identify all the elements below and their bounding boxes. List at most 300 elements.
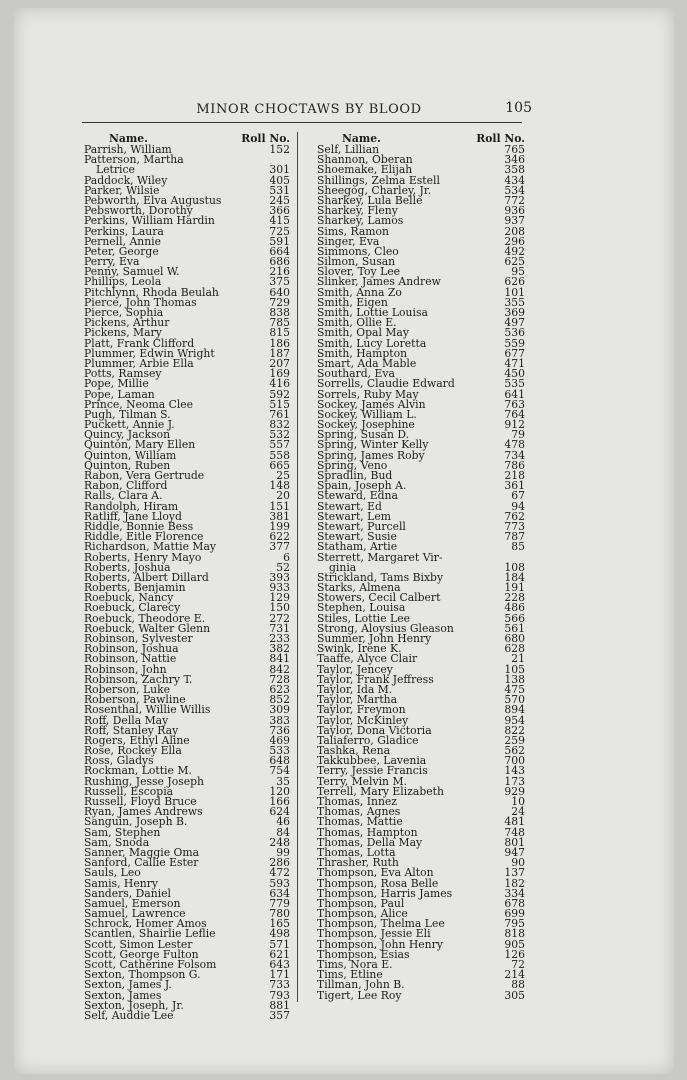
entry-name: Pitchlynn, Rhoda Beulah — [84, 285, 219, 299]
entry-name: Smith, Anna Zo — [317, 285, 402, 299]
roll-number: 35 — [276, 774, 290, 788]
roll-number: 773 — [504, 519, 525, 533]
roll-number: 566 — [504, 611, 525, 625]
entry-name: Quinton, Ruben — [84, 458, 171, 472]
entry-list — [317, 145, 525, 1001]
roll-number: 497 — [504, 316, 525, 330]
roll-number: 852 — [269, 693, 290, 707]
roll-number: 173 — [504, 774, 525, 788]
roll-number: 361 — [504, 479, 525, 493]
roll-number: 20 — [276, 489, 290, 503]
entry-name: Shannon, Oberan — [317, 153, 413, 167]
roll-number: 536 — [504, 326, 525, 340]
entry-name: Taylor, Dona Victoria — [317, 723, 432, 737]
roll-number: 79 — [511, 428, 525, 442]
roll-number: 665 — [269, 458, 290, 472]
entry-name: Stewart, Lem — [317, 509, 391, 523]
entry-name: Roberts, Henry Mayo — [84, 550, 202, 564]
roll-number: 358 — [504, 163, 525, 177]
roll-number: 94 — [511, 499, 525, 513]
entry-name: Rushing, Jesse Joseph — [84, 774, 205, 788]
entry-name: Statham, Artie — [317, 540, 398, 554]
page-title: MINOR CHOCTAWS BY BLOOD — [196, 102, 422, 117]
entry-name: Perkins, Laura — [84, 224, 164, 238]
entry-name: Pebsworth, Dorothy — [84, 204, 193, 218]
roll-number: 593 — [269, 876, 290, 890]
roll-number: 355 — [504, 295, 525, 309]
roll-number: 700 — [504, 754, 525, 768]
entry-name: Ryan, James Andrews — [84, 805, 203, 819]
entry-name: Taylor, Frank Jeffress — [317, 672, 434, 686]
entry-name: Southard, Eva — [317, 367, 395, 381]
entry-name: Spring, Winter Kelly — [317, 438, 429, 452]
entry-name: Spain, Joseph A. — [317, 479, 407, 493]
entry-name: Thompson, Jessie Eli — [317, 927, 431, 941]
entry-name: Sockey, James Alvin — [317, 397, 426, 411]
roll-number: 533 — [269, 744, 290, 758]
roll-number: 728 — [269, 672, 290, 686]
roll-number: 954 — [504, 713, 525, 727]
entry-name: Tigert, Lee Roy — [317, 988, 402, 1002]
roll-number: 150 — [269, 601, 290, 615]
entry-name: Plummer, Edwin Wright — [84, 346, 215, 360]
entry-name: Smith, Eigen — [317, 295, 388, 309]
entry-name: Scott, Catherine Folsom — [84, 958, 217, 971]
roll-number: 165 — [269, 917, 290, 931]
roll-number: 143 — [504, 764, 525, 778]
roll-number: 822 — [504, 723, 525, 737]
roll-number: 947 — [504, 845, 525, 859]
entry-name: Terry, Jessie Francis — [317, 764, 428, 778]
roll-number: 725 — [269, 224, 290, 238]
entry-name: Thomas, Della May — [317, 835, 423, 849]
entry-name: Patterson, Martha — [84, 153, 184, 167]
roll-number: 531 — [269, 183, 290, 197]
entry-name: Puckett, Annie J. — [84, 418, 175, 432]
roll-number: 383 — [269, 713, 290, 727]
entry-name: Paddock, Wiley — [84, 173, 168, 187]
entry-name: Parker, Wilsie — [84, 183, 160, 197]
entry-name: Scott, George Fulton — [84, 947, 199, 961]
entry-name: Sanford, Callie Ester — [84, 856, 199, 870]
entry-name: Smith, Ollie E. — [317, 316, 397, 330]
column-divider — [297, 132, 298, 1002]
entry-name: Stewart, Susie — [317, 530, 397, 544]
left-column — [84, 134, 290, 1021]
entry-name: Pickens, Arthur — [84, 316, 170, 330]
roll-number: 478 — [504, 438, 525, 452]
entry-name: Tims, Nora E. — [317, 958, 393, 971]
roll-number: 571 — [269, 937, 290, 951]
entry-name: Sexton, James J. — [84, 978, 172, 992]
entry-name: Schrock, Homer Amos — [84, 917, 207, 931]
roll-number: 152 — [269, 143, 290, 156]
roll-number: 137 — [504, 866, 525, 880]
roll-number: 680 — [504, 632, 525, 645]
roll-number: 305 — [504, 988, 525, 1002]
entry-name: Sockey, William L. — [317, 407, 417, 421]
entry-name: Phillips, Leola — [84, 275, 162, 289]
entry-name: Quincy, Jackson — [84, 428, 171, 442]
entry-name: Spring, Veno — [317, 458, 388, 472]
entry-name: Quinton, Mary Ellen — [84, 438, 196, 452]
entry-name: Smith, Lucy Loretta — [317, 336, 427, 350]
roll-number: 559 — [504, 336, 525, 350]
roll-number: 187 — [269, 346, 290, 360]
roll-number: 6 — [283, 550, 290, 564]
roll-number: 469 — [269, 733, 290, 747]
entry-name: Sam, Snoda — [84, 835, 150, 849]
roll-number: 748 — [504, 825, 525, 839]
entry-name: Sexton, James — [84, 988, 162, 1002]
roll-number: 643 — [269, 958, 290, 971]
roll-number: 24 — [511, 805, 525, 819]
roll-number: 772 — [504, 193, 525, 207]
name-header: Name. — [109, 132, 148, 145]
roll-number: 570 — [504, 693, 525, 707]
roll-number: 46 — [276, 815, 290, 829]
roll-number: 832 — [269, 418, 290, 432]
entry-name: Roebuck, Nancy — [84, 591, 174, 605]
roll-number: 786 — [504, 458, 525, 472]
roll-number: 228 — [504, 591, 525, 605]
entry-list — [84, 145, 290, 1021]
entry-row — [317, 988, 525, 1002]
entry-name: Letrice — [96, 163, 135, 177]
entry-name: Pope, Laman — [84, 387, 155, 401]
roll-number: 624 — [269, 805, 290, 819]
entry-name: Potts, Ramsey — [84, 367, 162, 381]
roll-number: 182 — [504, 876, 525, 890]
entry-name: Samuel, Emerson — [84, 896, 181, 910]
entry-name: Rabon, Vera Gertrude — [84, 469, 205, 482]
entry-name: Robinson, Joshua — [84, 642, 179, 656]
roll-number: 184 — [504, 570, 525, 584]
roll-number: 664 — [269, 244, 290, 258]
entry-name: Sorrells, Claudie Edward — [317, 377, 455, 391]
entry-name: Robinson, John — [84, 662, 167, 676]
roll-number: 558 — [269, 448, 290, 462]
entry-name: Taylor, McKinley — [317, 713, 409, 727]
entry-name: Roberts, Benjamin — [84, 581, 186, 595]
roll-number: 105 — [504, 662, 525, 676]
entry-name: Quinton, William — [84, 448, 177, 462]
entry-name: Scantlen, Shairlie Leflie — [84, 927, 216, 941]
entry-name: Peter, George — [84, 244, 159, 258]
roll-number: 929 — [504, 784, 525, 798]
roll-number: 733 — [269, 978, 290, 992]
entry-name: Sexton, Joseph, Jr. — [84, 998, 184, 1012]
roll-number: 95 — [511, 265, 525, 279]
roll-number: 754 — [269, 764, 290, 778]
roll-number: 248 — [269, 835, 290, 849]
entry-name: Penny, Samuel W. — [84, 265, 180, 279]
roll-number: 780 — [269, 907, 290, 921]
roll-number: 626 — [504, 275, 525, 289]
roll-number: 793 — [269, 988, 290, 1002]
entry-name: Roff, Stanley Ray — [84, 723, 179, 737]
entry-name: Ralls, Clara A. — [84, 489, 163, 503]
entry-name: Taliaferro, Gladice — [317, 733, 419, 747]
roll-number: 301 — [269, 163, 290, 177]
roll-number: 486 — [504, 601, 525, 615]
entry-name: Robinson, Zachry T. — [84, 672, 193, 686]
roll-number: 129 — [269, 591, 290, 605]
roll-number: 912 — [504, 418, 525, 432]
entry-name: Pickens, Mary — [84, 326, 162, 340]
roll-number: 148 — [269, 479, 290, 493]
roll-number: 84 — [276, 825, 290, 839]
entry-name: Pierce, Sophia — [84, 306, 164, 319]
roll-number: 621 — [269, 947, 290, 961]
roll-number: 233 — [269, 632, 290, 645]
document-page — [14, 8, 674, 1074]
entry-name: Stephen, Louisa — [317, 601, 406, 615]
entry-name: Summer, John Henry — [317, 632, 432, 645]
entry-name: Takkubbee, Lavenia — [317, 754, 427, 768]
roll-number: 729 — [269, 295, 290, 309]
roll-number: 678 — [504, 896, 525, 910]
entry-row — [84, 1008, 290, 1022]
roll-number: 532 — [269, 428, 290, 442]
roll-number: 166 — [269, 795, 290, 808]
entry-name: Roff, Della May — [84, 713, 169, 727]
roll-number: 214 — [504, 968, 525, 982]
roll-number: 126 — [504, 947, 525, 961]
entry-name: Sexton, Thompson G. — [84, 968, 201, 982]
entry-name: Rabon, Clifford — [84, 479, 168, 493]
entry-name: Starks, Almena — [317, 581, 401, 595]
entry-name: Slover, Toy Lee — [317, 265, 401, 279]
roll-number: 936 — [504, 204, 525, 218]
entry-name: Sorrels, Ruby May — [317, 387, 419, 401]
roll-number: 296 — [504, 234, 525, 248]
entry-name: Thompson, Alice — [317, 907, 408, 921]
roll-number: 67 — [511, 489, 525, 503]
entry-name: Sims, Ramon — [317, 224, 389, 238]
roll-number: 309 — [269, 703, 290, 717]
roll-number: 623 — [269, 682, 290, 696]
entry-name: Shoemake, Elijah — [317, 163, 413, 177]
roll-number: 52 — [276, 560, 290, 574]
roll-number: 557 — [269, 438, 290, 452]
entry-name: Rockman, Lottie M. — [84, 764, 192, 778]
entry-name: Shillings, Zelma Estell — [317, 173, 440, 187]
roll-number: 169 — [269, 367, 290, 381]
entry-name: Sanner, Maggie Oma — [84, 845, 200, 859]
entry-name: Pugh, Tilman S. — [84, 407, 171, 421]
entry-name: Smith, Opal May — [317, 326, 409, 340]
roll-header: Roll No. — [241, 132, 290, 145]
entry-name: Slinker, James Andrew — [317, 275, 441, 289]
roll-number: 779 — [269, 896, 290, 910]
entry-name: Pernell, Annie — [84, 234, 161, 248]
roll-number: 186 — [269, 336, 290, 350]
entry-name: Robinson, Sylvester — [84, 632, 193, 645]
roll-number: 108 — [504, 560, 525, 574]
entry-name: Terry, Melvin M. — [317, 774, 407, 788]
roll-number: 534 — [504, 183, 525, 197]
roll-number: 625 — [504, 255, 525, 269]
roll-number: 171 — [269, 968, 290, 982]
entry-name: Taylor, Ida M. — [317, 682, 393, 696]
roll-number: 622 — [269, 530, 290, 544]
entry-name: Roebuck, Clarecy — [84, 601, 181, 615]
header-rule — [82, 122, 522, 123]
roll-number: 208 — [504, 224, 525, 238]
entry-name: Rosenthal, Willie Willis — [84, 703, 211, 717]
roll-number: 199 — [269, 519, 290, 533]
roll-number: 785 — [269, 316, 290, 330]
roll-number: 99 — [276, 845, 290, 859]
entry-name: Strickland, Tams Bixby — [317, 570, 444, 584]
roll-number: 881 — [269, 998, 290, 1012]
roll-number: 366 — [269, 204, 290, 218]
roll-number: 393 — [269, 570, 290, 584]
roll-number: 25 — [276, 469, 290, 482]
roll-number: 471 — [504, 356, 525, 370]
roll-number: 838 — [269, 306, 290, 319]
roll-number: 686 — [269, 255, 290, 269]
roll-number: 481 — [504, 815, 525, 829]
entry-name: Spring, Susan D. — [317, 428, 410, 442]
entry-name: Samuel, Lawrence — [84, 907, 186, 921]
roll-number: 216 — [269, 265, 290, 279]
entry-name: Thompson, John Henry — [317, 937, 443, 951]
entry-name: Plummer, Arbie Ella — [84, 356, 194, 370]
entry-name: Swink, Irene K. — [317, 642, 402, 656]
entry-name: Thomas, Lotta — [317, 845, 396, 859]
entry-name: Taaffe, Alyce Clair — [317, 652, 418, 666]
entry-name: Sauls, Leo — [84, 866, 141, 880]
entry-name: Scott, Simon Lester — [84, 937, 193, 951]
entry-name: Sockey, Josephine — [317, 418, 415, 432]
roll-number: 120 — [269, 784, 290, 798]
roll-number: 88 — [511, 978, 525, 992]
roll-number: 731 — [269, 621, 290, 635]
entry-name: Sharkey, Fleny — [317, 204, 398, 218]
entry-name: Thomas, Hampton — [317, 825, 418, 839]
entry-name: Tillman, John B. — [317, 978, 405, 992]
entry-name: Thrasher, Ruth — [317, 856, 399, 870]
entry-name: Tims, Etline — [317, 968, 383, 982]
page-number: 105 — [505, 100, 532, 116]
roll-number: 761 — [269, 407, 290, 421]
entry-name: Riddle, Eitle Florence — [84, 530, 204, 544]
entry-name: Sterrett, Margaret Vir- — [317, 550, 443, 564]
entry-name: Roberts, Joshua — [84, 560, 171, 574]
roll-number: 101 — [504, 285, 525, 299]
roll-number: 842 — [269, 662, 290, 676]
entry-name: Thompson, Paul — [317, 896, 405, 910]
roll-number: 762 — [504, 509, 525, 523]
roll-number: 286 — [269, 856, 290, 870]
roll-number: 801 — [504, 835, 525, 849]
entry-name: Sam, Stephen — [84, 825, 161, 839]
roll-number: 375 — [269, 275, 290, 289]
entry-name: Rogers, Ethyl Aline — [84, 733, 190, 747]
roll-number: 764 — [504, 407, 525, 421]
roll-number: 416 — [269, 377, 290, 391]
roll-number: 138 — [504, 672, 525, 686]
entry-name: Stiles, Lottie Lee — [317, 611, 411, 625]
entry-name: Thompson, Esias — [317, 947, 410, 961]
roll-number: 634 — [269, 886, 290, 900]
entry-name: Stowers, Cecil Calbert — [317, 591, 441, 605]
roll-number: 818 — [504, 927, 525, 941]
entry-name: Simmons, Cleo — [317, 244, 399, 258]
roll-number: 475 — [504, 682, 525, 696]
roll-number: 272 — [269, 611, 290, 625]
roll-number: 434 — [504, 173, 525, 187]
roll-number: 640 — [269, 285, 290, 299]
entry-name: Self, Auddie Lee — [84, 1008, 174, 1022]
entry-name: Sharkey, Lamos — [317, 214, 404, 228]
entry-name: Taylor, Martha — [317, 693, 398, 707]
entry-name: Russell, Escopia — [84, 784, 174, 798]
roll-number: 259 — [504, 733, 525, 747]
roll-number: 334 — [504, 886, 525, 900]
entry-name: Samis, Henry — [84, 876, 158, 890]
roll-number: 72 — [511, 958, 525, 971]
entry-name: Robinson, Nattie — [84, 652, 177, 666]
entry-name: Pope, Millie — [84, 377, 149, 391]
roll-number: 191 — [504, 581, 525, 595]
roll-number: 245 — [269, 193, 290, 207]
entry-name: Rose, Rockey Ella — [84, 744, 182, 758]
roll-number: 377 — [269, 540, 290, 554]
entry-name: Richardson, Mattie May — [84, 540, 216, 554]
entry-name: Terrell, Mary Elizabeth — [317, 784, 444, 798]
roll-number: 765 — [504, 143, 525, 156]
roll-number: 641 — [504, 387, 525, 401]
entry-name: Taylor, Freymon — [317, 703, 406, 717]
entry-name: Parrish, William — [84, 143, 172, 156]
roll-number: 207 — [269, 356, 290, 370]
entry-name: Russell, Floyd Bruce — [84, 795, 197, 808]
entry-name: Riddle, Bonnie Bess — [84, 519, 194, 533]
entry-name: Sanders, Daniel — [84, 886, 171, 900]
entry-name: Thompson, Eva Alton — [317, 866, 434, 880]
entry-name: Strong, Aloysius Gleason — [317, 621, 454, 635]
roll-number: 734 — [504, 448, 525, 462]
entry-name: Smart, Ada Mable — [317, 356, 417, 370]
entry-name: Self, Lillian — [317, 143, 380, 156]
roll-number: 736 — [269, 723, 290, 737]
entry-name: Randolph, Hiram — [84, 499, 179, 513]
roll-number: 10 — [511, 795, 525, 808]
entry-name: Prince, Neoma Clee — [84, 397, 194, 411]
roll-number: 218 — [504, 469, 525, 482]
entry-name: Sanguin, Joseph B. — [84, 815, 188, 829]
roll-number: 472 — [269, 866, 290, 880]
entry-name: Roebuck, Theodore E. — [84, 611, 206, 625]
entry-name: Smith, Lottie Louisa — [317, 306, 428, 319]
roll-number: 151 — [269, 499, 290, 513]
roll-number: 905 — [504, 937, 525, 951]
entry-name: ginia — [329, 560, 357, 574]
roll-number: 699 — [504, 907, 525, 921]
entry-name: Singer, Eva — [317, 234, 380, 248]
roll-number: 763 — [504, 397, 525, 411]
roll-number: 415 — [269, 214, 290, 228]
roll-number: 841 — [269, 652, 290, 666]
roll-number: 787 — [504, 530, 525, 544]
entry-name: Perkins, William Hardin — [84, 214, 215, 228]
entry-name: Stewart, Ed — [317, 499, 382, 513]
roll-number: 21 — [511, 652, 525, 666]
roll-number: 795 — [504, 917, 525, 931]
